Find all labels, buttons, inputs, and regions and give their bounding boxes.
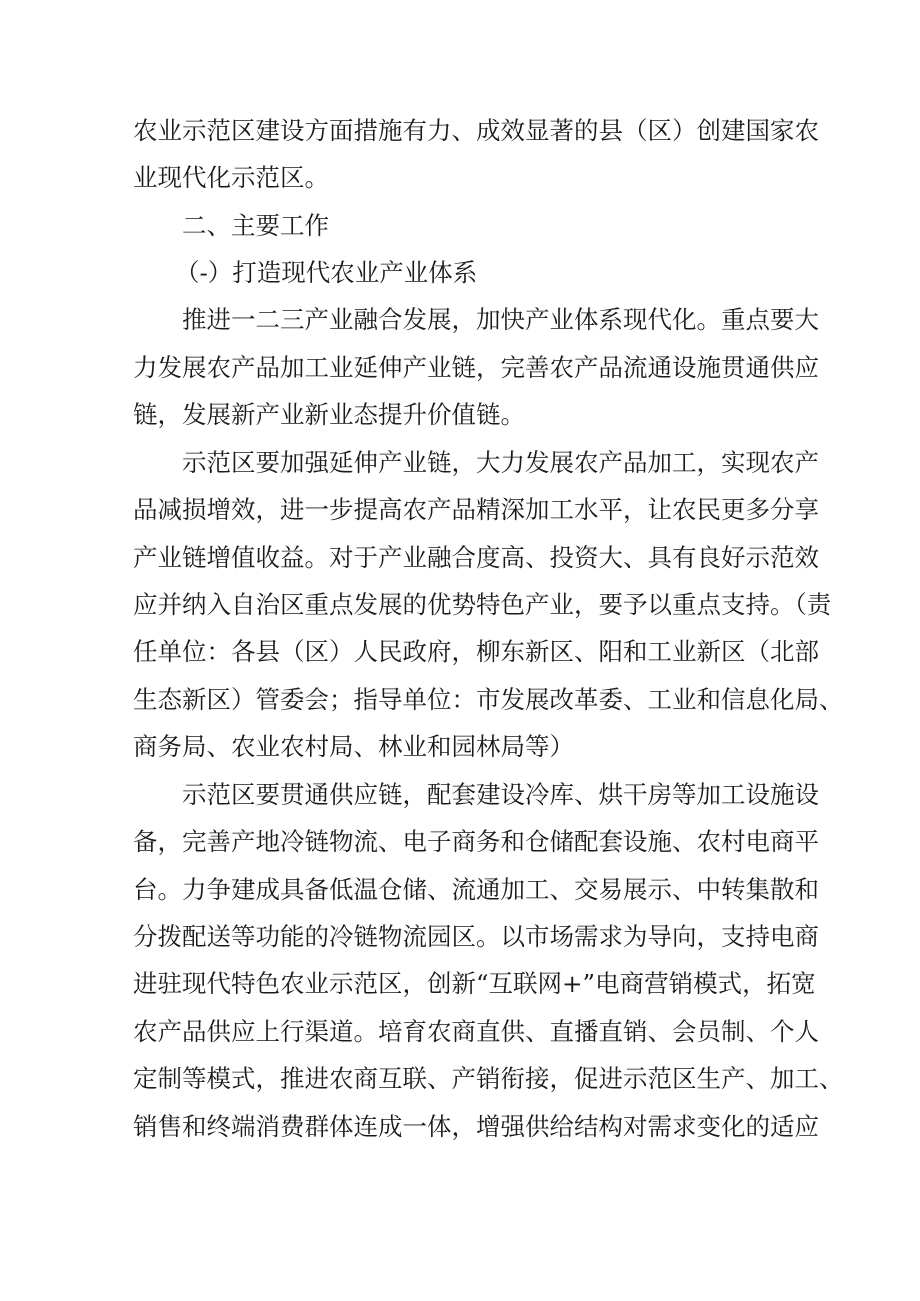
text-line-2: 业现代化示范区。 <box>133 163 329 192</box>
text-line-22: 销售和终端消费群体连成一体，增强供给结构对需求变化的适应 <box>133 1112 819 1141</box>
text-line-5: 推进一二三产业融合发展，加快产业体系现代化。重点要大 <box>182 305 819 334</box>
text-line-16: 备，完善产地冷链物流、电子商务和仓储配套设施、农村电商平 <box>133 827 819 856</box>
text-line-11: 应并纳入自治区重点发展的优势特色产业，要予以重点支持。（责 <box>133 590 832 619</box>
text-line-1: 农业示范区建设方面措施有力、成效显著的县（区）创建国家农 <box>133 116 819 145</box>
section-heading: 二、主要工作 <box>182 211 329 240</box>
text-line-12: 任单位：各县（区）人民政府，柳东新区、阳和工业新区（北部 <box>133 637 819 666</box>
text-line-9: 品减损增效，进一步提高农产品精深加工水平，让农民更多分享 <box>133 495 819 524</box>
text-line-21: 定制等模式，推进农商互联、产销衔接，促进示范区生产、加工、 <box>133 1064 844 1093</box>
text-line-8: 示范区要加强延伸产业链，大力发展农产品加工，实现农产 <box>182 448 819 477</box>
text-line-10: 产业链增值收益。对于产业融合度高、投资大、具有良好示范效 <box>133 543 819 572</box>
text-line-6: 力发展农产品加工业延伸产业链，完善农产品流通设施贯通供应 <box>133 353 819 382</box>
text-line-20: 农产品供应上行渠道。培育农商直供、直播直销、会员制、个人 <box>133 1017 819 1046</box>
subsection-heading: （-）打造现代农业产业体系 <box>175 258 478 287</box>
text-line-18: 分拨配送等功能的冷链物流园区。以市场需求为导向，支持电商 <box>133 922 819 951</box>
text-line-15: 示范区要贯通供应链，配套建设冷库、烘干房等加工设施设 <box>182 780 819 809</box>
text-line-14: 商务局、农业农村局、林业和园林局等） <box>133 732 574 761</box>
text-line-13: 生态新区）管委会；指导单位：市发展改革委、工业和信息化局、 <box>133 685 844 714</box>
text-line-17: 台。力争建成具备低温仓储、流通加工、交易展示、中转集散和 <box>133 875 819 904</box>
text-line-19: 进驻现代特色农业示范区，创新“互联网+”电商营销模式，拓宽 <box>133 969 816 998</box>
text-line-7: 链，发展新产业新业态提升价值链。 <box>133 400 525 429</box>
